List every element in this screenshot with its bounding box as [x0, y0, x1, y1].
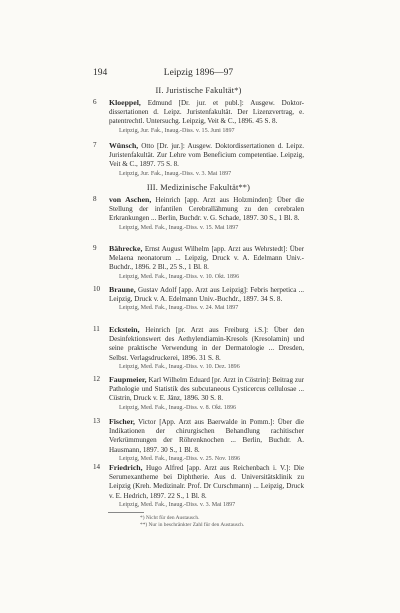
entry-number: 10	[93, 285, 101, 293]
entry-number: 13	[93, 417, 101, 425]
section-heading-medicine: III. Medizinische Fakultät**)	[146, 183, 251, 192]
footnote: *) Nicht für den Austausch.	[140, 515, 200, 521]
entry-author: Eckstein,	[109, 325, 140, 334]
entry	[93, 417, 304, 464]
entry-meta: Leipzig, Med. Fak., Inaug.-Diss. v. 10. Okt. 1896	[119, 273, 240, 280]
entry-author: Faupmeier,	[109, 375, 147, 384]
entry	[93, 463, 304, 510]
entry-meta: Leipzig, Med. Fak., Inaug.-Diss. v. 8. Okt. 1896	[119, 404, 237, 411]
footnote-rule	[108, 512, 144, 513]
entry-author: Wünsch,	[109, 141, 139, 150]
entry-text: Heinrich [pr. Arzt aus Freiburg i.S.]: Über den Desinfektionswert des Aethylendiamin-Kresols (Kresolamin) und seine praktische Verwendung in der Dermatologie ... Dresden, Selbst. Verlagsdruckerei, 1896. 31 S. 8.	[109, 326, 304, 362]
entry-author: Kloeppel,	[109, 98, 141, 107]
entry-author: Friedrich,	[109, 463, 143, 472]
entry-number: 11	[93, 325, 100, 333]
entry-text: Karl Wilhelm Eduard [pr. Arzt in Cöstrin]: Beitrag zur Pathologie und Statistik des subcutaneous Cysticercus cellulosae ... Cüstrin, Druck v. E. Jänz, 1896. 30 S. 8.	[109, 376, 304, 403]
entry-meta: Leipzig, Med. Fak., Inaug.-Diss. v. 15. Mai 1897	[119, 224, 239, 231]
section-heading-law: II. Juristische Fakultät*)	[155, 86, 242, 95]
entry	[93, 325, 304, 372]
page-header	[93, 68, 304, 82]
entry	[93, 195, 304, 233]
entry	[93, 141, 304, 179]
entry	[93, 98, 304, 136]
entry-text: Hugo Alfred [app. Arzt aus Reichenbach i. V.]: Die Serumexantheme bei Diphtherie. Aus d. Universitätsklinik zu Leipzig (Kreh. Medizinalr. Prof. Dr Curschmann) ... Leipzig, Druck v. E. Hedrich, 1897. 22 S., 1 Bl. 8.	[109, 464, 304, 500]
entry-number: 9	[93, 244, 97, 252]
entry-text: Gustav Adolf [app. Arzt aus Leipzig]: Febris herpetica ... Leipzig, Druck v. A. Edelmann Univ.-Buchdr., 1897. 34 S. 8.	[109, 286, 304, 304]
entry-text: Victor [App. Arzt aus Baerwalde in Pomm.]: Über die Indikationen der chirurgischen Behandlung rachitischer Verkrümmungen der Röhrenknochen ... Berlin, Buchdr. A. Hausmann, 1897. 30 S., 1 Bl. 8.	[109, 418, 304, 454]
entry-number: 7	[93, 141, 97, 149]
entry-meta: Leipzig, Jur. Fak., Inaug.-Diss. v. 3. Mai 1897	[119, 170, 232, 177]
entry-meta: Leipzig, Jur. Fak., Inaug.-Diss. v. 15. Juni 1897	[119, 127, 235, 134]
entry-author: Fischer,	[109, 417, 135, 426]
entry-text: Edmund [Dr. jur. et publ.]: Ausgew. Doktor-dissertationen d. Leipz. Juristenfakultät. Der Lizenzvertrag, e. patentrechtl. Untersuchg. Leipzig, Veit & C., 1896. 45 S. 8.	[109, 99, 304, 126]
entry-number: 6	[93, 98, 97, 106]
entry	[93, 285, 304, 314]
entry-text: Ernst August Wilhelm [app. Arzt aus Wehrstedt]: Über Melaena neonatorum ... Leipzig, Druck v. A. Edelmann Univ.-Buchdr., 1896. 2 Bl., 25 S., 1 Bl. 8.	[109, 245, 304, 272]
entry-meta: Leipzig, Med. Fak., Inaug.-Diss. v. 10. Dez. 1896	[119, 363, 240, 370]
entry-meta: Leipzig, Med. Fak., Inaug.-Diss. v. 25. Nov. 1896	[119, 455, 241, 462]
running-title: Leipzig 1896—97	[163, 68, 234, 78]
entry	[93, 244, 304, 282]
entry-number: 8	[93, 195, 97, 203]
entry-meta: Leipzig, Med. Fak., Inaug.-Diss. v. 24. Mai 1897	[119, 305, 239, 312]
entry-text: Heinrich [app. Arzt aus Holzminden]: Über die Stellung der infantilen Cerebrallähmung zu den cerebralen Erkrankungen ... Berlin, Buchdr. v. G. Schade, 1897. 30 S., 1 Bl. 8.	[109, 196, 304, 223]
entry-text: Otto [Dr. jur.]: Ausgew. Doktordissertationen d. Leipz. Juristenfakultät. Zur Lehre vom Beneficium competentiae. Leipzig, Veit & C., 1897. 75 S. 8.	[109, 142, 304, 169]
entry-author: Bährecke,	[109, 244, 143, 253]
entry-author: von Aschen,	[109, 195, 152, 204]
page-number: 194	[93, 68, 108, 78]
entry	[93, 375, 304, 413]
entry-number: 12	[93, 375, 101, 383]
footnotes	[140, 515, 304, 529]
entry-meta: Leipzig, Med. Fak., Inaug.-Diss. v. 3. Mai 1897	[119, 501, 236, 508]
footnote: **) Nur in beschränkter Zahl für den Austausch.	[140, 522, 245, 528]
entry-number: 14	[93, 463, 101, 471]
entry-author: Braune,	[109, 285, 136, 294]
